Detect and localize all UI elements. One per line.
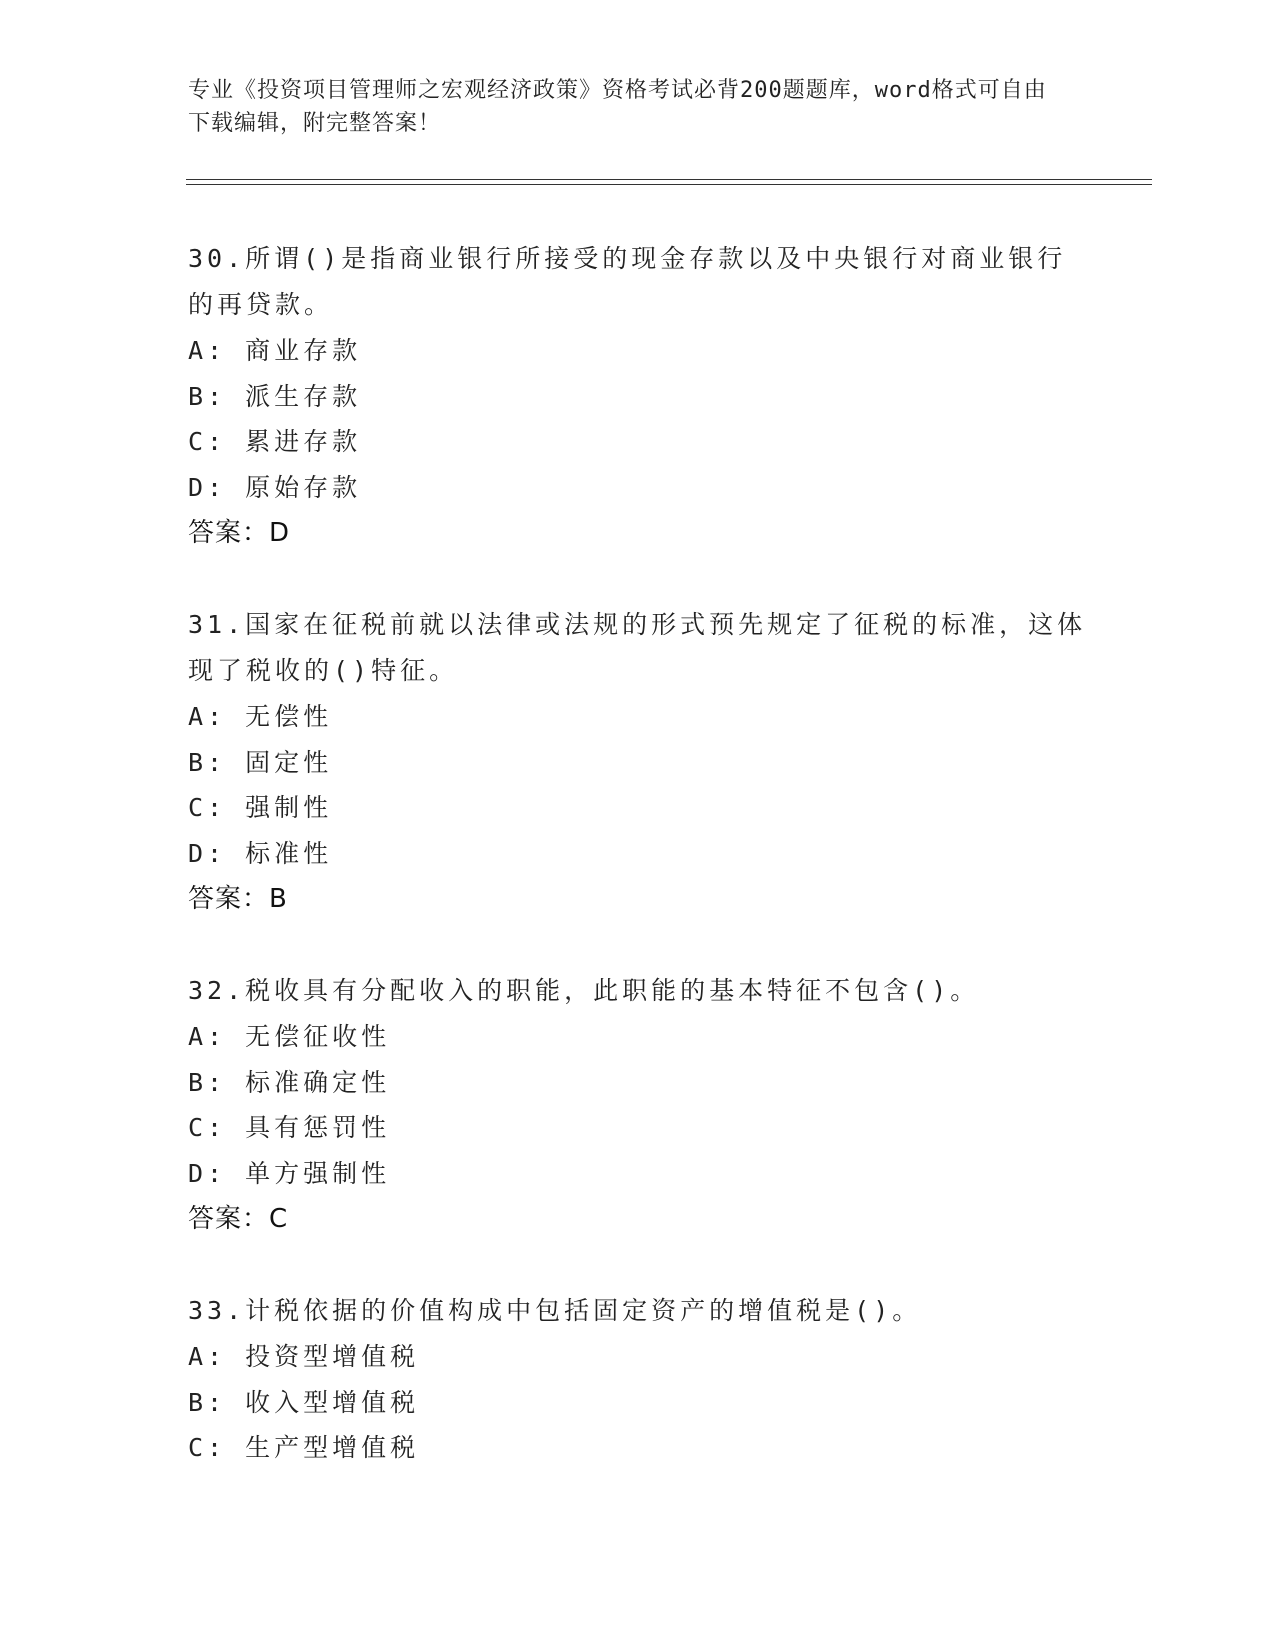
option-d: D: 原始存款 (188, 472, 362, 502)
option-c: C: 生产型增值税 (188, 1433, 420, 1462)
option-c: C: 具有惩罚性 (188, 1113, 391, 1142)
document-header: 专业《投资项目管理师之宏观经济政策》资格考试必背200题题库，word格式可自由下载编辑，附完整答案！ (188, 78, 1047, 136)
question-text: 31.国家在征税前就以法律或法规的形式预先规定了征税的标准，这体现了税收的()特征。 (188, 610, 1087, 685)
option-d: D: 标准性 (188, 838, 333, 868)
header-rule-bottom (186, 184, 1152, 185)
option-a: A: 投资型增值税 (188, 1342, 420, 1371)
answer: 答案：C (188, 1204, 289, 1234)
question-text: 30.所谓()是指商业银行所接受的现金存款以及中央银行对商业银行的再贷款。 (188, 244, 1067, 319)
option-d: D: 单方强制性 (188, 1158, 391, 1188)
option-a: A: 无偿征收性 (188, 1022, 391, 1051)
option-b: B: 标准确定性 (188, 1067, 391, 1097)
answer: 答案：B (188, 884, 288, 914)
question-text: 33.计税依据的价值构成中包括固定资产的增值税是()。 (188, 1296, 922, 1325)
option-a: A: 无偿性 (188, 702, 333, 731)
question-list (188, 236, 1088, 1517)
option-b: B: 固定性 (188, 747, 333, 777)
option-c: C: 强制性 (188, 793, 333, 822)
option-c: C: 累进存款 (188, 427, 362, 456)
header-rule-top (186, 179, 1152, 180)
question-text: 32.税收具有分配收入的职能，此职能的基本特征不包含()。 (188, 976, 980, 1005)
option-b: B: 收入型增值税 (188, 1387, 420, 1417)
question-33 (188, 1288, 1088, 1471)
option-b: B: 派生存款 (188, 381, 362, 411)
question-32 (188, 968, 1088, 1242)
option-a: A: 商业存款 (188, 336, 362, 365)
answer: 答案：D (188, 518, 291, 548)
question-31 (188, 602, 1088, 922)
question-30 (188, 236, 1088, 556)
